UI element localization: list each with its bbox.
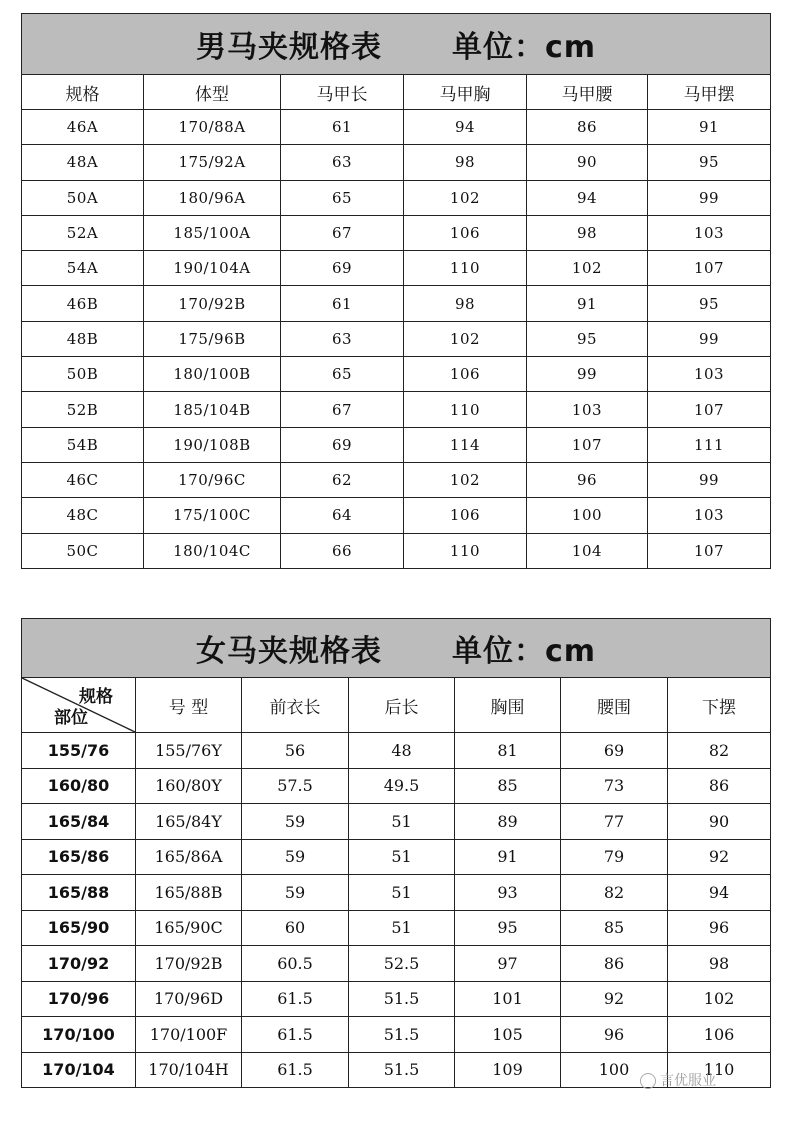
table-cell: 94 <box>527 180 648 215</box>
table-cell: 170/100 <box>22 1017 136 1053</box>
table-cell: 82 <box>668 733 771 769</box>
table-cell: 94 <box>404 110 527 145</box>
table-cell: 102 <box>404 180 527 215</box>
table-cell: 48 <box>349 733 455 769</box>
table-cell: 107 <box>648 533 771 568</box>
table-cell: 100 <box>561 1052 668 1088</box>
table-cell: 175/96B <box>144 321 281 356</box>
table-cell: 91 <box>648 110 771 145</box>
table-row <box>22 733 771 769</box>
table-cell: 104 <box>527 533 648 568</box>
table-cell: 50A <box>22 180 144 215</box>
table-cell: 175/92A <box>144 145 281 180</box>
watermark-text: 言优服业 <box>660 1073 716 1089</box>
table-row <box>22 180 771 215</box>
table-cell: 69 <box>561 733 668 769</box>
table-cell: 165/88B <box>136 875 242 911</box>
women-header-cell: 下摆 <box>668 678 771 733</box>
table-cell: 49.5 <box>349 768 455 804</box>
table-cell: 170/104H <box>136 1052 242 1088</box>
table-cell: 106 <box>404 215 527 250</box>
table-cell: 86 <box>527 110 648 145</box>
table-cell: 180/104C <box>144 533 281 568</box>
table-cell: 97 <box>455 946 561 982</box>
table-cell: 82 <box>561 875 668 911</box>
table-cell: 92 <box>668 839 771 875</box>
wechat-icon <box>640 1073 656 1089</box>
table-cell: 51 <box>349 910 455 946</box>
table-cell: 61 <box>281 286 404 321</box>
table-cell: 114 <box>404 427 527 462</box>
women-header-cell: 号 型 <box>136 678 242 733</box>
table-cell: 110 <box>404 251 527 286</box>
table-cell: 79 <box>561 839 668 875</box>
table-cell: 165/84 <box>22 804 136 840</box>
table-cell: 52.5 <box>349 946 455 982</box>
table-cell: 46C <box>22 462 144 497</box>
table-cell: 96 <box>561 1017 668 1053</box>
women-table-body <box>22 733 771 1088</box>
table-cell: 92 <box>561 981 668 1017</box>
table-cell: 99 <box>648 321 771 356</box>
table-cell: 69 <box>281 427 404 462</box>
table-cell: 98 <box>404 286 527 321</box>
table-cell: 67 <box>281 392 404 427</box>
table-cell: 69 <box>281 251 404 286</box>
table-row <box>22 321 771 356</box>
table-cell: 106 <box>404 357 527 392</box>
table-cell: 170/100F <box>136 1017 242 1053</box>
women-unit-text: 单位：cm <box>452 634 597 669</box>
table-cell: 102 <box>404 462 527 497</box>
corner-label-spec: 规格 <box>79 687 113 707</box>
table-cell: 63 <box>281 145 404 180</box>
table-cell: 170/104 <box>22 1052 136 1088</box>
table-cell: 61.5 <box>242 1052 349 1088</box>
table-row <box>22 392 771 427</box>
table-cell: 65 <box>281 357 404 392</box>
watermark <box>640 1070 716 1090</box>
table-cell: 107 <box>648 251 771 286</box>
table-cell: 94 <box>668 875 771 911</box>
table-cell: 51 <box>349 875 455 911</box>
table-cell: 95 <box>527 321 648 356</box>
table-cell: 106 <box>668 1017 771 1053</box>
table-cell: 59 <box>242 839 349 875</box>
table-cell: 160/80Y <box>136 768 242 804</box>
table-cell: 66 <box>281 533 404 568</box>
table-cell: 51 <box>349 839 455 875</box>
men-header-row <box>22 75 771 110</box>
table-cell: 175/100C <box>144 498 281 533</box>
table-cell: 54A <box>22 251 144 286</box>
men-table-title <box>22 14 771 75</box>
table-cell: 90 <box>668 804 771 840</box>
table-cell: 48A <box>22 145 144 180</box>
women-header-cell: 后长 <box>349 678 455 733</box>
women-title-text: 女马夹规格表 <box>196 634 383 669</box>
table-cell: 77 <box>561 804 668 840</box>
table-cell: 67 <box>281 215 404 250</box>
women-header-cell: 胸围 <box>455 678 561 733</box>
table-row <box>22 357 771 392</box>
table-cell: 98 <box>668 946 771 982</box>
table-cell: 170/88A <box>144 110 281 145</box>
table-cell: 190/108B <box>144 427 281 462</box>
table-cell: 107 <box>527 427 648 462</box>
table-cell: 170/96D <box>136 981 242 1017</box>
table-cell: 103 <box>648 498 771 533</box>
table-cell: 52A <box>22 215 144 250</box>
table-cell: 102 <box>527 251 648 286</box>
table-cell: 85 <box>455 768 561 804</box>
table-cell: 46A <box>22 110 144 145</box>
table-cell: 185/100A <box>144 215 281 250</box>
table-row <box>22 286 771 321</box>
table-cell: 110 <box>404 392 527 427</box>
table-cell: 61.5 <box>242 981 349 1017</box>
table-cell: 165/88 <box>22 875 136 911</box>
table-cell: 50C <box>22 533 144 568</box>
table-cell: 48B <box>22 321 144 356</box>
table-cell: 65 <box>281 180 404 215</box>
men-header-cell: 马甲腰 <box>527 75 648 110</box>
men-title-row <box>22 14 771 75</box>
table-cell: 91 <box>455 839 561 875</box>
table-cell: 51.5 <box>349 1052 455 1088</box>
table-row <box>22 251 771 286</box>
table-cell: 105 <box>455 1017 561 1053</box>
table-cell: 190/104A <box>144 251 281 286</box>
table-cell: 103 <box>648 215 771 250</box>
table-cell: 54B <box>22 427 144 462</box>
table-cell: 165/90 <box>22 910 136 946</box>
women-table-title <box>22 619 771 678</box>
table-cell: 86 <box>668 768 771 804</box>
men-header-cell: 规格 <box>22 75 144 110</box>
table-cell: 95 <box>455 910 561 946</box>
table-row <box>22 981 771 1017</box>
table-row <box>22 498 771 533</box>
men-title-text: 男马夹规格表 <box>196 30 383 65</box>
table-row <box>22 768 771 804</box>
table-cell: 52B <box>22 392 144 427</box>
table-cell: 95 <box>648 145 771 180</box>
table-cell: 96 <box>527 462 648 497</box>
table-cell: 107 <box>648 392 771 427</box>
women-header-row <box>22 678 771 733</box>
table-cell: 63 <box>281 321 404 356</box>
table-cell: 60.5 <box>242 946 349 982</box>
women-title-row <box>22 619 771 678</box>
women-corner-cell <box>22 678 136 733</box>
table-cell: 155/76Y <box>136 733 242 769</box>
table-row <box>22 427 771 462</box>
table-cell: 95 <box>648 286 771 321</box>
table-cell: 59 <box>242 875 349 911</box>
table-cell: 93 <box>455 875 561 911</box>
table-row <box>22 910 771 946</box>
table-cell: 165/86A <box>136 839 242 875</box>
table-cell: 46B <box>22 286 144 321</box>
table-cell: 100 <box>527 498 648 533</box>
men-table-body <box>22 110 771 569</box>
table-cell: 106 <box>404 498 527 533</box>
table-cell: 170/96C <box>144 462 281 497</box>
men-size-table <box>21 13 771 569</box>
table-row <box>22 215 771 250</box>
table-cell: 180/96A <box>144 180 281 215</box>
table-cell: 62 <box>281 462 404 497</box>
table-cell: 99 <box>648 180 771 215</box>
men-unit-text: 单位：cm <box>452 30 597 65</box>
table-cell: 98 <box>527 215 648 250</box>
table-cell: 99 <box>648 462 771 497</box>
table-cell: 51 <box>349 804 455 840</box>
table-cell: 64 <box>281 498 404 533</box>
table-cell: 98 <box>404 145 527 180</box>
table-cell: 59 <box>242 804 349 840</box>
table-cell: 170/96 <box>22 981 136 1017</box>
table-cell: 89 <box>455 804 561 840</box>
table-cell: 96 <box>668 910 771 946</box>
table-row <box>22 533 771 568</box>
table-cell: 111 <box>648 427 771 462</box>
table-row <box>22 110 771 145</box>
men-header-cell: 马甲摆 <box>648 75 771 110</box>
table-cell: 109 <box>455 1052 561 1088</box>
table-row <box>22 946 771 982</box>
table-cell: 185/104B <box>144 392 281 427</box>
table-cell: 110 <box>668 1052 771 1088</box>
table-row <box>22 839 771 875</box>
table-cell: 51.5 <box>349 1017 455 1053</box>
table-row <box>22 1017 771 1053</box>
table-cell: 165/90C <box>136 910 242 946</box>
table-cell: 60 <box>242 910 349 946</box>
table-cell: 81 <box>455 733 561 769</box>
table-cell: 61.5 <box>242 1017 349 1053</box>
table-row <box>22 145 771 180</box>
table-cell: 91 <box>527 286 648 321</box>
table-cell: 101 <box>455 981 561 1017</box>
corner-label-part: 部位 <box>54 708 88 728</box>
table-cell: 73 <box>561 768 668 804</box>
table-cell: 50B <box>22 357 144 392</box>
table-cell: 170/92B <box>136 946 242 982</box>
men-header-cell: 体型 <box>144 75 281 110</box>
women-header-cell: 前衣长 <box>242 678 349 733</box>
table-cell: 170/92B <box>144 286 281 321</box>
men-header-cell: 马甲胸 <box>404 75 527 110</box>
table-cell: 90 <box>527 145 648 180</box>
table-cell: 86 <box>561 946 668 982</box>
table-cell: 170/92 <box>22 946 136 982</box>
table-row <box>22 875 771 911</box>
table-cell: 180/100B <box>144 357 281 392</box>
table-cell: 102 <box>668 981 771 1017</box>
table-cell: 103 <box>648 357 771 392</box>
table-cell: 85 <box>561 910 668 946</box>
table-row <box>22 462 771 497</box>
table-row <box>22 804 771 840</box>
men-header-cell: 马甲长 <box>281 75 404 110</box>
table-cell: 56 <box>242 733 349 769</box>
table-cell: 165/86 <box>22 839 136 875</box>
table-cell: 99 <box>527 357 648 392</box>
table-cell: 102 <box>404 321 527 356</box>
table-cell: 51.5 <box>349 981 455 1017</box>
women-header-cell: 腰围 <box>561 678 668 733</box>
table-cell: 48C <box>22 498 144 533</box>
table-cell: 165/84Y <box>136 804 242 840</box>
table-cell: 61 <box>281 110 404 145</box>
women-size-table <box>21 618 771 1088</box>
table-cell: 110 <box>404 533 527 568</box>
table-cell: 57.5 <box>242 768 349 804</box>
table-cell: 155/76 <box>22 733 136 769</box>
table-cell: 160/80 <box>22 768 136 804</box>
table-cell: 103 <box>527 392 648 427</box>
